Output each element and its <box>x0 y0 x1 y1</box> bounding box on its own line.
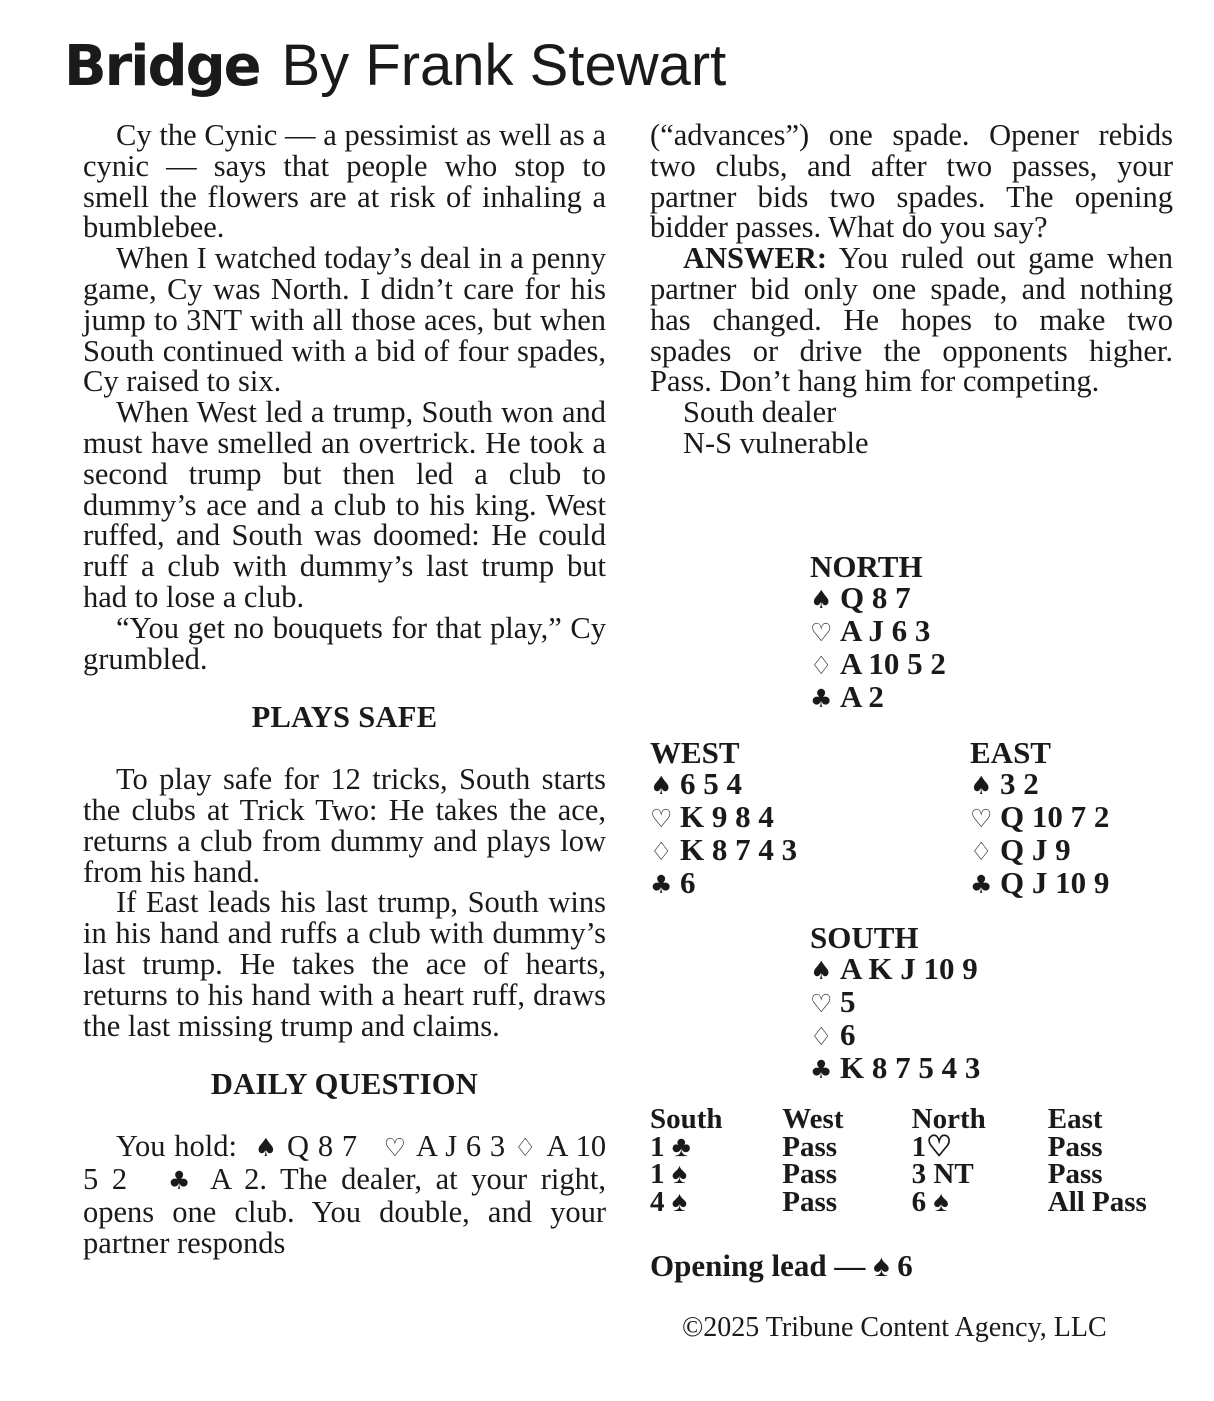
left-column <box>83 120 606 1258</box>
paragraph: If East leads his last trump, South wins in his hand and ruffs a club with dummy’s last trump. He takes the ace of hearts, returns to his hand with a heart ruff, draws the last missing trump and claims. <box>83 885 606 1043</box>
spade-icon: ♠ <box>650 771 673 800</box>
auction-bid: Pass <box>782 1158 838 1190</box>
copyright: ©2025 Tribune Content Agency, LLC <box>682 1312 1107 1343</box>
hand-west: WEST ♠ 6 5 4 ♡ K 9 8 4 ♢ K 8 7 4 3 ♣ 6 <box>650 735 798 900</box>
auction-bid: 3 NT <box>911 1158 974 1190</box>
auction-header: East <box>1047 1103 1103 1135</box>
paragraph: When I watched today’s deal in a penny game, Cy was North. I didn’t care for his jump to 3NT with all those aces, but when South continued with a bid of four spades, Cy raised to six. <box>83 241 606 399</box>
auction-table <box>650 1103 1180 1218</box>
auction-bid: 1 ♠ <box>650 1158 688 1190</box>
daily-question: You hold: ♠ Q 8 7 ♡ A J 6 3 ♢ A 10 5 2 ♣ A 2. The dealer, at your right, opens one club. You double, and your partner responds <box>83 1129 607 1260</box>
section-heading-plays-safe: PLAYS SAFE <box>251 700 438 735</box>
auction-bid: Pass <box>1047 1158 1103 1190</box>
auction-header: North <box>911 1103 986 1135</box>
auction-header: West <box>782 1103 844 1135</box>
diamond-icon: ♢ <box>810 651 833 680</box>
opening-lead: Opening lead — ♠ 6 <box>650 1248 913 1283</box>
auction-row <box>650 1185 1180 1218</box>
auction-header-row <box>650 1103 1180 1135</box>
section-heading-daily-question: DAILY QUESTION <box>210 1067 479 1102</box>
spade-icon: ♠ <box>810 585 833 614</box>
spade-icon: ♠ <box>970 771 993 800</box>
byline: By Frank Stewart <box>281 33 727 98</box>
auction-row <box>650 1130 1180 1163</box>
paragraph: Cy the Cynic — a pessimist as well as a cynic — says that people who stop to smell the flowers are at risk of inhaling a bumblebee. <box>83 118 606 245</box>
right-column <box>650 120 1173 459</box>
answer-label: ANSWER: <box>683 241 828 276</box>
paragraph: When West led a trump, South won and must have smelled an overtrick. He took a second trump but then led a club to dummy’s ace and a club to his king. West ruffed, and South was doomed: He could ruff a club with dummy’s last trump but had to lose a club. <box>83 395 606 614</box>
auction-header: South <box>650 1103 723 1135</box>
hand-east: EAST ♠ 3 2 ♡ Q 10 7 2 ♢ Q J 9 ♣ Q J 10 9 <box>970 735 1110 900</box>
spade-icon: ♠ <box>810 956 833 985</box>
heart-icon: ♡ <box>810 989 833 1018</box>
auction-bid: Pass <box>782 1130 838 1163</box>
hand-label: EAST <box>970 735 1051 770</box>
heart-icon: ♡ <box>970 804 993 833</box>
paragraph: To play safe for 12 tricks, South starts the clubs at Trick Two: He takes the ace, returns a club from dummy and plays low from his hand. <box>83 762 606 889</box>
auction-bid: All Pass <box>1047 1185 1147 1218</box>
hand-label: WEST <box>650 735 740 770</box>
auction-bid: 1♡ <box>911 1130 953 1163</box>
diamond-icon: ♢ <box>650 837 673 866</box>
hand-south: SOUTH ♠ A K J 10 9 ♡ 5 ♢ 6 ♣ K 8 7 5 4 3 <box>810 920 981 1085</box>
diamond-icon: ♢ <box>970 837 993 866</box>
heart-icon: ♡ <box>383 1133 408 1163</box>
auction-bid: 1 ♣ <box>650 1130 691 1163</box>
dealer-line: South dealer <box>683 395 837 430</box>
hand-label: SOUTH <box>810 920 919 955</box>
auction-row <box>650 1158 1180 1190</box>
diamond-icon: ♢ <box>810 1022 833 1051</box>
column-title <box>64 30 726 103</box>
club-icon: ♣ <box>810 1055 833 1084</box>
spade-icon: ♠ <box>254 1133 279 1163</box>
diamond-icon: ♢ <box>514 1133 538 1163</box>
club-icon: ♣ <box>810 684 833 713</box>
club-icon: ♣ <box>970 870 993 899</box>
auction-bid: 4 ♠ <box>650 1185 688 1218</box>
paragraph: “You get no bouquets for that play,” Cy grumbled. <box>83 610 606 676</box>
heart-icon: ♡ <box>810 618 833 647</box>
brand-title: Bridge <box>64 34 260 99</box>
auction-bid: Pass <box>1047 1130 1103 1163</box>
club-icon: ♣ <box>650 870 673 899</box>
auction-bid: 6 ♠ <box>911 1185 949 1218</box>
club-icon: ♣ <box>168 1165 197 1195</box>
paragraph: (“advances”) one spade. Opener rebids two clubs, and after two passes, your partner bids two spades. The opening bidder passes. What do you say? <box>650 118 1173 245</box>
heart-icon: ♡ <box>650 804 673 833</box>
hand-north: NORTH ♠ Q 8 7 ♡ A J 6 3 ♢ A 10 5 2 ♣ A 2 <box>810 549 946 714</box>
auction-bid: Pass <box>782 1185 838 1218</box>
hand-label: NORTH <box>810 549 923 584</box>
vulnerability-line: N-S vulnerable <box>683 425 869 460</box>
answer-paragraph: ANSWER: You ruled out game when partner bid only one spade, and nothing has changed. He hopes to make two spades or drive the opponents higher. Pass. Don’t hang him for competing. <box>650 241 1173 399</box>
